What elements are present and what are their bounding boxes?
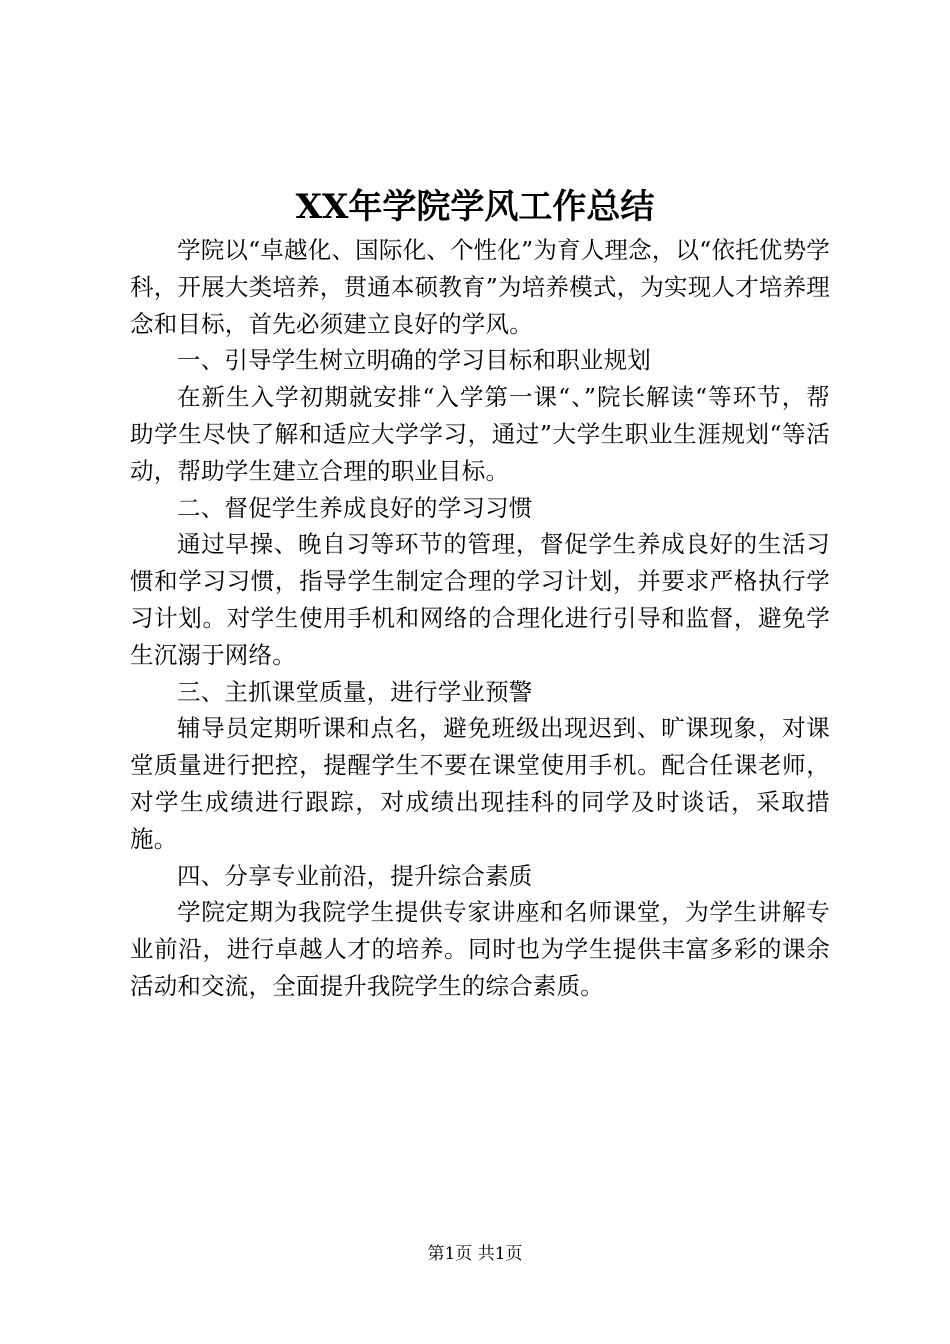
paragraph-section-4: 学院定期为我院学生提供专家讲座和名师课堂，为学生讲解专业前沿，进行卓越人才的培养。同时也为学生提供丰富多彩的课余活动和交流，全面提升我院学生的综合素质。 (130, 898, 830, 1000)
section-heading-4: 四、分享专业前沿，提升综合素质 (177, 861, 533, 890)
paragraph-section-3: 辅导员定期听课和点名，避免班级出现迟到、旷课现象，对课堂质量进行把控，提醒学生不要在课堂使用手机。配合任课老师，对学生成绩进行跟踪，对成绩出现挂科的同学及时谈话，采取措施。 (130, 714, 830, 853)
paragraph-intro: 学院以“卓越化、国际化、个性化”为育人理念，以“依托优势学科，开展大类培养，贯通本硕教育”为培养模式，为实现人才培养理念和目标，首先必须建立良好的学风。 (130, 236, 830, 338)
paragraph-section-1: 在新生入学初期就安排“入学第一课“、”院长解读“等环节，帮助学生尽快了解和适应大学学习，通过”大学生职业生涯规划“等活动，帮助学生建立合理的职业目标。 (130, 383, 830, 485)
document-title: XX年学院学风工作总结 (295, 187, 655, 227)
page-footer: 第1页 共1页 (427, 1244, 523, 1264)
document-body (130, 232, 830, 1005)
paragraph-section-2: 通过早操、晚自习等环节的管理，督促学生养成良好的生活习惯和学习习惯，指导学生制定合理的学习计划，并要求严格执行学习计划。对学生使用手机和网络的合理化进行引导和监督，避免学生沉溺于网络。 (130, 530, 830, 669)
section-heading-3: 三、主抓课堂质量，进行学业预警 (177, 677, 533, 706)
section-heading-1: 一、引导学生树立明确的学习目标和职业规划 (177, 346, 651, 375)
section-heading-2: 二、督促学生养成良好的学习习惯 (177, 493, 533, 522)
